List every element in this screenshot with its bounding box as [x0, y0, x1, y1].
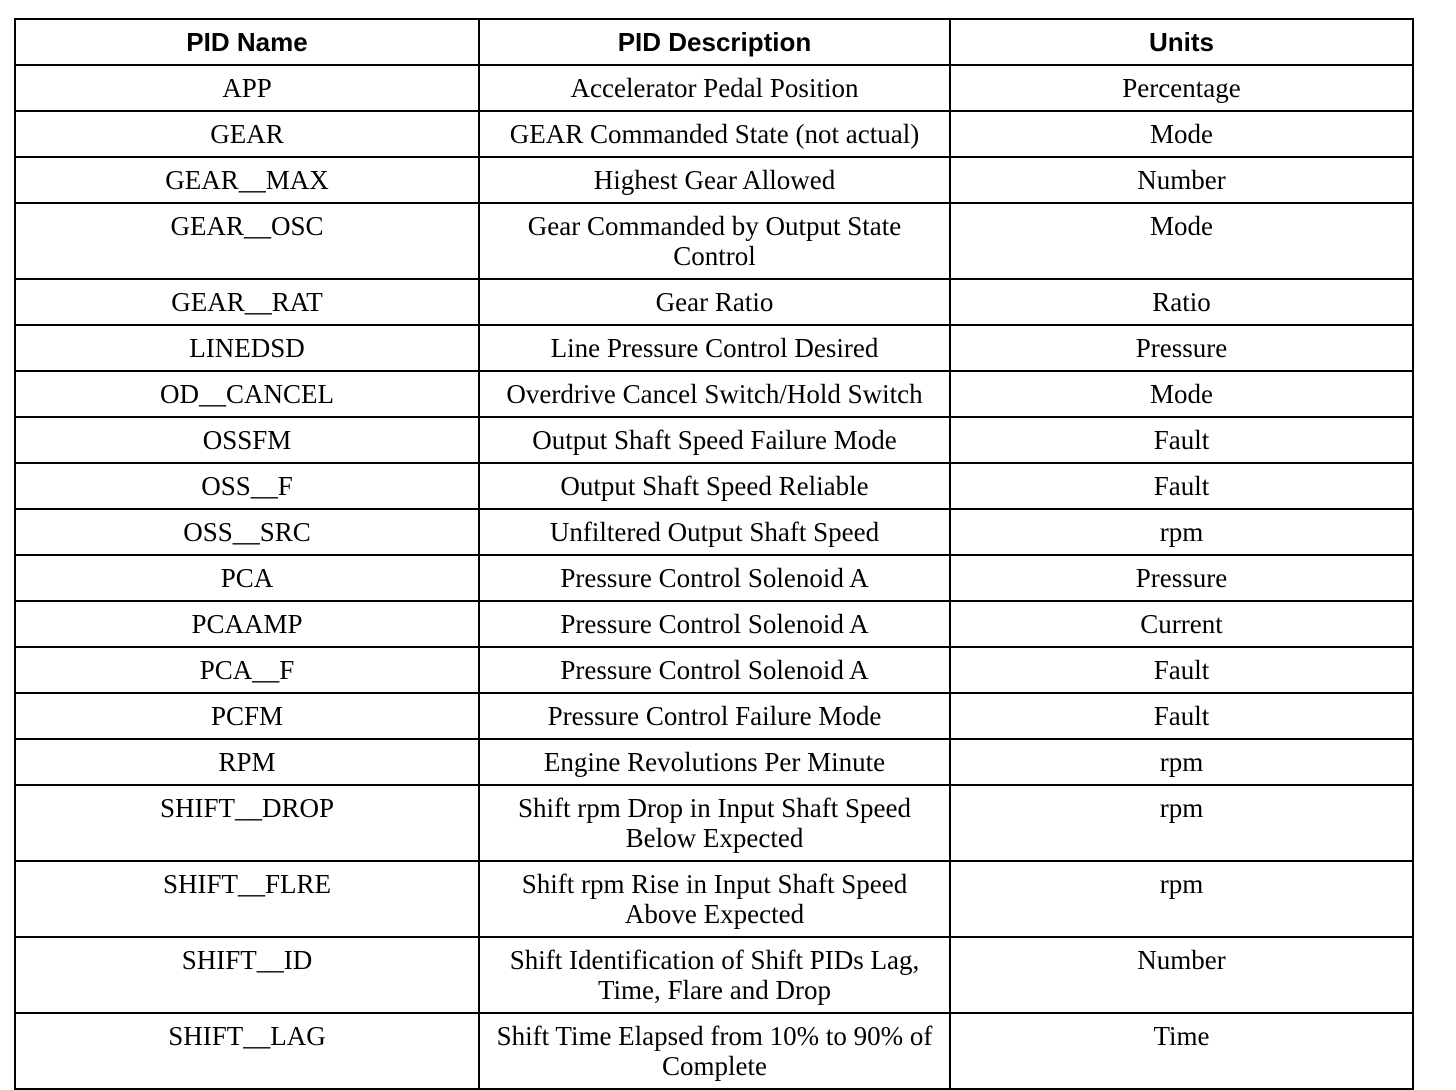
pid-name-cell: PCAAMP — [15, 601, 479, 647]
pid-name-cell: GEAR — [15, 111, 479, 157]
header-pid-name: PID Name — [15, 19, 479, 65]
table-row — [15, 1013, 1413, 1089]
pid-name-cell: SHIFT__DROP — [15, 785, 479, 861]
pid-description-cell: Gear Commanded by Output State Control — [479, 203, 950, 279]
table-row — [15, 647, 1413, 693]
pid-name-cell: PCA — [15, 555, 479, 601]
pid-description-cell: Line Pressure Control Desired — [479, 325, 950, 371]
pid-description-cell: Pressure Control Failure Mode — [479, 693, 950, 739]
table-row — [15, 203, 1413, 279]
units-cell: Mode — [950, 371, 1413, 417]
pid-name-cell: SHIFT__ID — [15, 937, 479, 1013]
units-cell: rpm — [950, 739, 1413, 785]
table-row — [15, 111, 1413, 157]
table-header-row — [15, 19, 1413, 65]
units-cell: Number — [950, 937, 1413, 1013]
pid-name-cell: APP — [15, 65, 479, 111]
pid-description-cell: Unfiltered Output Shaft Speed — [479, 509, 950, 555]
pid-description-cell: Accelerator Pedal Position — [479, 65, 950, 111]
pid-description-cell: Shift rpm Rise in Input Shaft Speed Above Expected — [479, 861, 950, 937]
units-cell: Number — [950, 157, 1413, 203]
pid-name-cell: GEAR__RAT — [15, 279, 479, 325]
units-cell: Fault — [950, 647, 1413, 693]
units-cell: Fault — [950, 463, 1413, 509]
pid-description-cell: Shift Identification of Shift PIDs Lag, Time, Flare and Drop — [479, 937, 950, 1013]
table-row — [15, 601, 1413, 647]
pid-name-cell: RPM — [15, 739, 479, 785]
pid-description-cell: Highest Gear Allowed — [479, 157, 950, 203]
pid-description-cell: Engine Revolutions Per Minute — [479, 739, 950, 785]
pid-description-cell: Shift rpm Drop in Input Shaft Speed Below Expected — [479, 785, 950, 861]
table-row — [15, 157, 1413, 203]
units-cell: Mode — [950, 203, 1413, 279]
units-cell: Current — [950, 601, 1413, 647]
table-row — [15, 371, 1413, 417]
units-cell: rpm — [950, 861, 1413, 937]
units-cell: Mode — [950, 111, 1413, 157]
pid-name-cell: PCFM — [15, 693, 479, 739]
pid-name-cell: GEAR__OSC — [15, 203, 479, 279]
units-cell: Ratio — [950, 279, 1413, 325]
units-cell: rpm — [950, 509, 1413, 555]
units-cell: Time — [950, 1013, 1413, 1089]
table-row — [15, 65, 1413, 111]
units-cell: rpm — [950, 785, 1413, 861]
table-row — [15, 739, 1413, 785]
pid-name-cell: OD__CANCEL — [15, 371, 479, 417]
header-units: Units — [950, 19, 1413, 65]
table-row — [15, 463, 1413, 509]
pid-name-cell: SHIFT__LAG — [15, 1013, 479, 1089]
pid-description-cell: Overdrive Cancel Switch/Hold Switch — [479, 371, 950, 417]
pid-name-cell: SHIFT__FLRE — [15, 861, 479, 937]
units-cell: Fault — [950, 693, 1413, 739]
pid-name-cell: PCA__F — [15, 647, 479, 693]
pid-name-cell: OSSFM — [15, 417, 479, 463]
pid-description-cell: GEAR Commanded State (not actual) — [479, 111, 950, 157]
pid-name-cell: GEAR__MAX — [15, 157, 479, 203]
pid-description-cell: Pressure Control Solenoid A — [479, 647, 950, 693]
pid-name-cell: OSS__F — [15, 463, 479, 509]
pid-description-cell: Gear Ratio — [479, 279, 950, 325]
table-row — [15, 325, 1413, 371]
pid-table — [14, 18, 1414, 1090]
table-row — [15, 693, 1413, 739]
table-row — [15, 417, 1413, 463]
table-row — [15, 861, 1413, 937]
units-cell: Fault — [950, 417, 1413, 463]
table-row — [15, 279, 1413, 325]
pid-name-cell: OSS__SRC — [15, 509, 479, 555]
units-cell: Percentage — [950, 65, 1413, 111]
units-cell: Pressure — [950, 325, 1413, 371]
table-row — [15, 785, 1413, 861]
pid-name-cell: LINEDSD — [15, 325, 479, 371]
table-row — [15, 937, 1413, 1013]
pid-description-cell: Output Shaft Speed Reliable — [479, 463, 950, 509]
pid-description-cell: Shift Time Elapsed from 10% to 90% of Complete — [479, 1013, 950, 1089]
units-cell: Pressure — [950, 555, 1413, 601]
pid-description-cell: Pressure Control Solenoid A — [479, 555, 950, 601]
pid-description-cell: Pressure Control Solenoid A — [479, 601, 950, 647]
table-row — [15, 555, 1413, 601]
table-row — [15, 509, 1413, 555]
pid-description-cell: Output Shaft Speed Failure Mode — [479, 417, 950, 463]
header-pid-description: PID Description — [479, 19, 950, 65]
